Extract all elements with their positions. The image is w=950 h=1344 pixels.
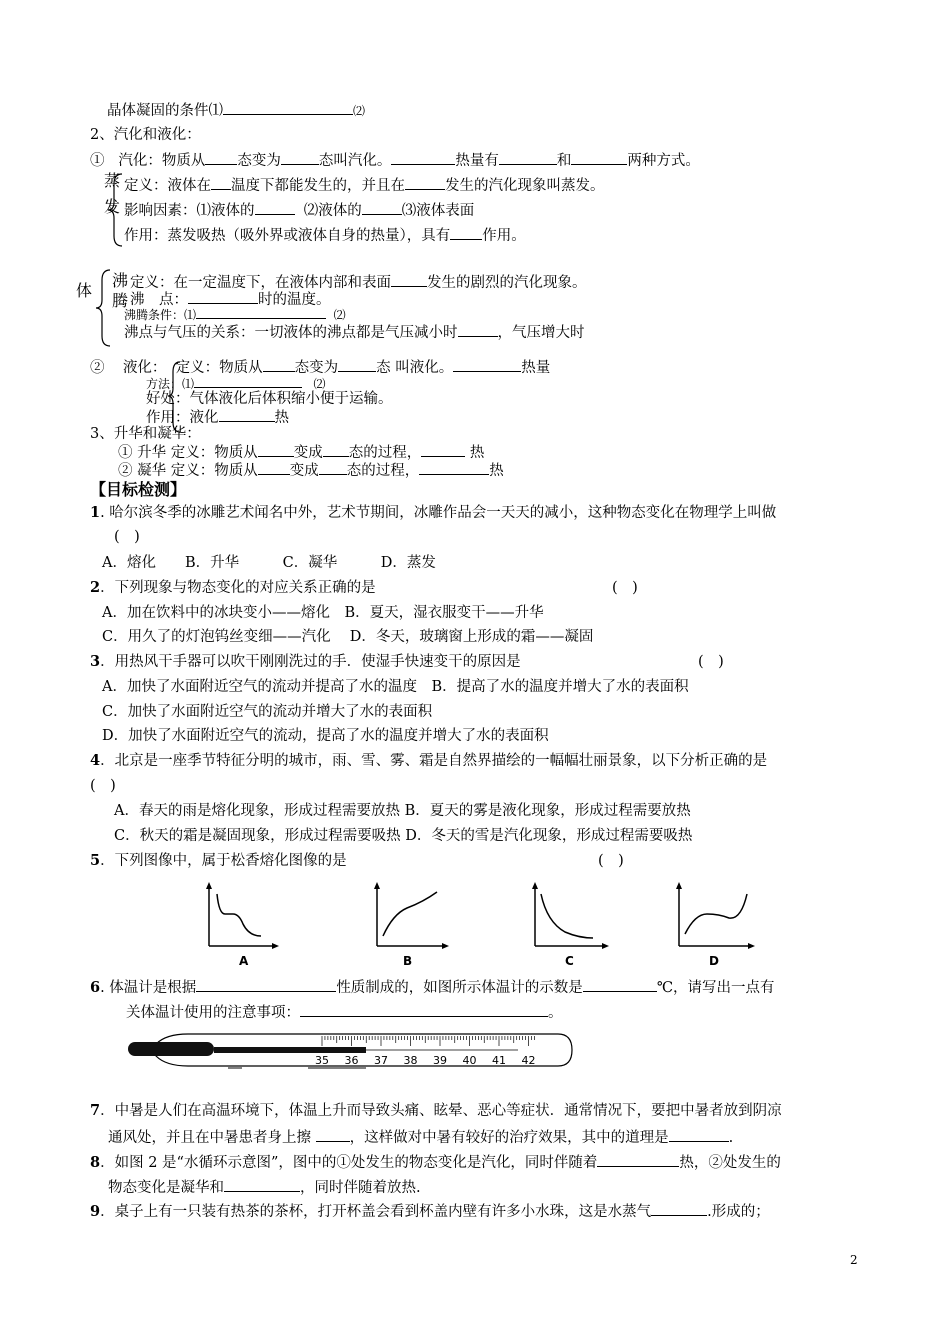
graph-a-label: A bbox=[239, 954, 249, 968]
blank[interactable] bbox=[405, 175, 445, 190]
blank[interactable] bbox=[391, 272, 427, 287]
boil-pressure-relation: 沸点与气压的关系：一切液体的沸点都是气压减小时 ，气压增大时 bbox=[124, 322, 585, 342]
blank[interactable] bbox=[211, 175, 231, 190]
q2-paren[interactable]: ( ) bbox=[612, 580, 638, 596]
graph-b-curve bbox=[383, 892, 437, 936]
q8-stem-2: 物态变化是凝华和 ，同时伴随着放热. bbox=[108, 1177, 421, 1197]
scale-label: 41 bbox=[492, 1054, 506, 1067]
blank[interactable] bbox=[571, 150, 627, 165]
graph-d-curve bbox=[685, 894, 747, 934]
blank[interactable] bbox=[391, 150, 455, 165]
boil-label-1: 沸 bbox=[112, 271, 129, 290]
blank[interactable] bbox=[453, 357, 521, 372]
deposition-line: ② 凝华 定义：物质从 变成 态的过程， 热 bbox=[118, 460, 504, 480]
blank[interactable] bbox=[362, 200, 402, 215]
page-number: 2 bbox=[850, 1253, 858, 1267]
q4-options-1[interactable]: A．春天的雨是熔化现象，形成过程需要放热 B．夏天的雾是液化现象，形成过程需要放热 bbox=[114, 803, 691, 819]
blank[interactable] bbox=[196, 307, 326, 319]
section-3-title: 3、升华和凝华： bbox=[90, 426, 201, 442]
q4-paren[interactable]: ( ) bbox=[90, 778, 116, 794]
blank[interactable] bbox=[196, 977, 336, 992]
q4-stem: 4．北京是一座季节特征分明的城市，雨、雪、雾、霜是自然界描绘的一幅幅壮丽景象，以下分析正确的是 bbox=[90, 752, 768, 769]
boil-brace bbox=[94, 268, 114, 348]
arrowhead bbox=[748, 943, 755, 949]
graph-c-curve bbox=[541, 894, 593, 938]
scale-label: 35 bbox=[315, 1054, 329, 1067]
blank[interactable] bbox=[223, 100, 353, 115]
blank[interactable] bbox=[338, 357, 376, 372]
thermometer-bulb bbox=[128, 1042, 214, 1056]
blank[interactable] bbox=[263, 357, 295, 372]
blank[interactable] bbox=[669, 1127, 729, 1142]
q3-options-1[interactable]: A．加快了水面附近空气的流动并提高了水的温度 B．提高了水的温度并增大了水的表面积 bbox=[102, 679, 689, 695]
section-2-title: 2、汽化和液化： bbox=[90, 127, 201, 143]
blank[interactable] bbox=[224, 1177, 300, 1192]
arrowhead bbox=[206, 882, 212, 889]
q2-stem: 2．下列现象与物态变化的对应关系正确的是 bbox=[90, 579, 376, 596]
blank[interactable] bbox=[499, 150, 557, 165]
graph-a-curve bbox=[217, 894, 261, 936]
vaporization-line: ① 汽化：物质从 态变为 态叫汽化。 热量有 和 两种方式。 bbox=[90, 150, 700, 170]
evap-label-1: 蒸 bbox=[104, 171, 121, 190]
blank[interactable] bbox=[316, 1127, 350, 1142]
scale-label: 39 bbox=[433, 1054, 447, 1067]
q2-options-2[interactable]: C．用久了的灯泡钨丝变细——汽化 D．冬天，玻璃窗上形成的霜——凝固 bbox=[102, 629, 594, 645]
arrowhead bbox=[272, 943, 279, 949]
boil-label-2: 腾 bbox=[112, 291, 129, 310]
side-label: 体 bbox=[76, 281, 93, 300]
q1-paren[interactable]: ( ) bbox=[114, 529, 140, 545]
arrowhead bbox=[602, 943, 609, 949]
blank[interactable] bbox=[219, 407, 275, 422]
crystal-solidify-condition: 晶体凝固的条件⑴ ⑵ bbox=[107, 100, 365, 120]
arrowhead bbox=[532, 882, 538, 889]
evap-definition: 定义：液体在 温度下都能发生的，并且在 发生的汽化现象叫蒸发。 bbox=[124, 175, 605, 195]
q3-paren[interactable]: ( ) bbox=[698, 654, 724, 670]
q7-stem-2: 通风处，并且在中暑患者身上擦 ，这样做对中暑有较好的治疗效果，其中的道理是 . bbox=[108, 1127, 733, 1147]
scale-label: 37 bbox=[374, 1054, 388, 1067]
blank[interactable] bbox=[651, 1201, 707, 1216]
q3-stem: 3．用热风干手器可以吹干刚刚洗过的手．使湿手快速变干的原因是 bbox=[90, 653, 521, 670]
scale-label: 42 bbox=[521, 1054, 536, 1067]
blank[interactable] bbox=[205, 150, 237, 165]
scale-label: 38 bbox=[403, 1054, 418, 1067]
q7-stem: 7．中暑是人们在高温环境下，体温上升而导致头痛、眩晕、恶心等症状．通常情况下，要把中暑者放到阴凉 bbox=[90, 1102, 782, 1119]
q1-options[interactable]: A．熔化 B．升华 C．凝华 D．蒸发 bbox=[102, 555, 436, 571]
q5-stem: 5．下列图像中，属于松香熔化图像的是 bbox=[90, 852, 347, 869]
scale-label: 40 bbox=[462, 1054, 477, 1067]
arrowhead bbox=[374, 882, 380, 889]
blank[interactable] bbox=[323, 442, 349, 457]
boil-point: 沸 点： 时的温度。 bbox=[130, 289, 331, 309]
q2-options-1[interactable]: A．加在饮料中的冰块变小——熔化 B．夏天，湿衣服变干——升华 bbox=[102, 605, 544, 621]
blank[interactable] bbox=[300, 1002, 548, 1017]
q3-options-3[interactable]: D．加快了水面附近空气的流动，提高了水的温度并增大了水的表面积 bbox=[102, 728, 549, 744]
mercury-column bbox=[214, 1047, 366, 1053]
evap-label-2: 发 bbox=[104, 197, 121, 216]
blank[interactable] bbox=[258, 460, 290, 475]
blank[interactable] bbox=[188, 289, 258, 304]
q3-options-2[interactable]: C．加快了水面附近空气的流动并增大了水的表面积 bbox=[102, 704, 433, 720]
liquefaction-line: ② 液化： 定义：物质从 态变为 态 叫液化。 热量 bbox=[90, 357, 550, 377]
blank[interactable] bbox=[597, 1152, 679, 1167]
boil-condition: 沸腾条件：⑴ ⑵ bbox=[124, 308, 346, 322]
graph-b[interactable] bbox=[374, 882, 449, 968]
blank[interactable] bbox=[281, 150, 319, 165]
blank[interactable] bbox=[319, 460, 347, 475]
q6-stem: 6. 体温计是根据 性质制成的，如图所示体温计的示数是 ℃，请写出一点有 bbox=[90, 979, 775, 996]
graph-a[interactable] bbox=[206, 882, 279, 968]
blank[interactable] bbox=[421, 442, 465, 457]
blank[interactable] bbox=[583, 977, 657, 992]
graph-b-label: B bbox=[403, 954, 413, 968]
q6-stem-2: 关体温计使用的注意事项： 。 bbox=[126, 1002, 563, 1022]
blank[interactable] bbox=[258, 442, 294, 457]
graph-c[interactable] bbox=[532, 882, 609, 968]
q5-graphs bbox=[195, 880, 795, 970]
q1-stem: 1. 哈尔滨冬季的冰雕艺术闻名中外，艺术节期间，冰雕作品会一天天的减小，这种物态变化在物理学上叫做 bbox=[90, 504, 777, 521]
blank[interactable] bbox=[419, 460, 489, 475]
evap-brace bbox=[106, 172, 126, 248]
scale-label: 36 bbox=[344, 1054, 359, 1067]
boil-definition: 定义：在一定温度下，在液体内部和表面 发生的剧烈的汽化现象。 bbox=[130, 272, 587, 292]
q5-paren[interactable]: ( ) bbox=[598, 853, 624, 869]
evap-factors: 影响因素：⑴液体的 ⑵液体的 ⑶液体表面 bbox=[124, 200, 474, 220]
blank[interactable] bbox=[458, 322, 498, 337]
liquefaction-benefit: 好处：气体液化后体积缩小便于运输。 bbox=[146, 391, 393, 407]
sublimation-line: ① 升华 定义：物质从 变成 态的过程， 热 bbox=[118, 442, 484, 462]
q4-options-2[interactable]: C．秋天的霜是凝固现象，形成过程需要吸热 D．冬天的雪是汽化现象，形成过程需要吸热 bbox=[114, 828, 693, 844]
q9-stem: 9．桌子上有一只装有热茶的茶杯，打开杯盖会看到杯盖内壁有许多小水珠，这是水蒸气 .形成的； bbox=[90, 1203, 770, 1220]
blank[interactable] bbox=[194, 376, 302, 388]
liquefaction-method: 方法：⑴ ⑵ bbox=[146, 377, 326, 391]
section-title: 【目标检测】 bbox=[90, 480, 187, 499]
thermometer bbox=[126, 1030, 578, 1074]
graph-d-label: D bbox=[709, 954, 719, 968]
evap-use: 作用：蒸发吸热（吸外界或液体自身的热量），具有 作用。 bbox=[124, 225, 526, 245]
q8-stem: 8．如图 2 是“水循环示意图”，图中的①处发生的物态变化是汽化，同时伴随着 热，②处发生的 bbox=[90, 1154, 781, 1171]
arrowhead bbox=[676, 882, 682, 889]
blank[interactable] bbox=[255, 200, 295, 215]
graph-c-label: C bbox=[565, 954, 574, 968]
graph-d[interactable] bbox=[676, 882, 755, 968]
arrowhead bbox=[442, 943, 449, 949]
blank[interactable] bbox=[450, 225, 482, 240]
liquefaction-use: 作用：液化 热 bbox=[146, 407, 289, 427]
